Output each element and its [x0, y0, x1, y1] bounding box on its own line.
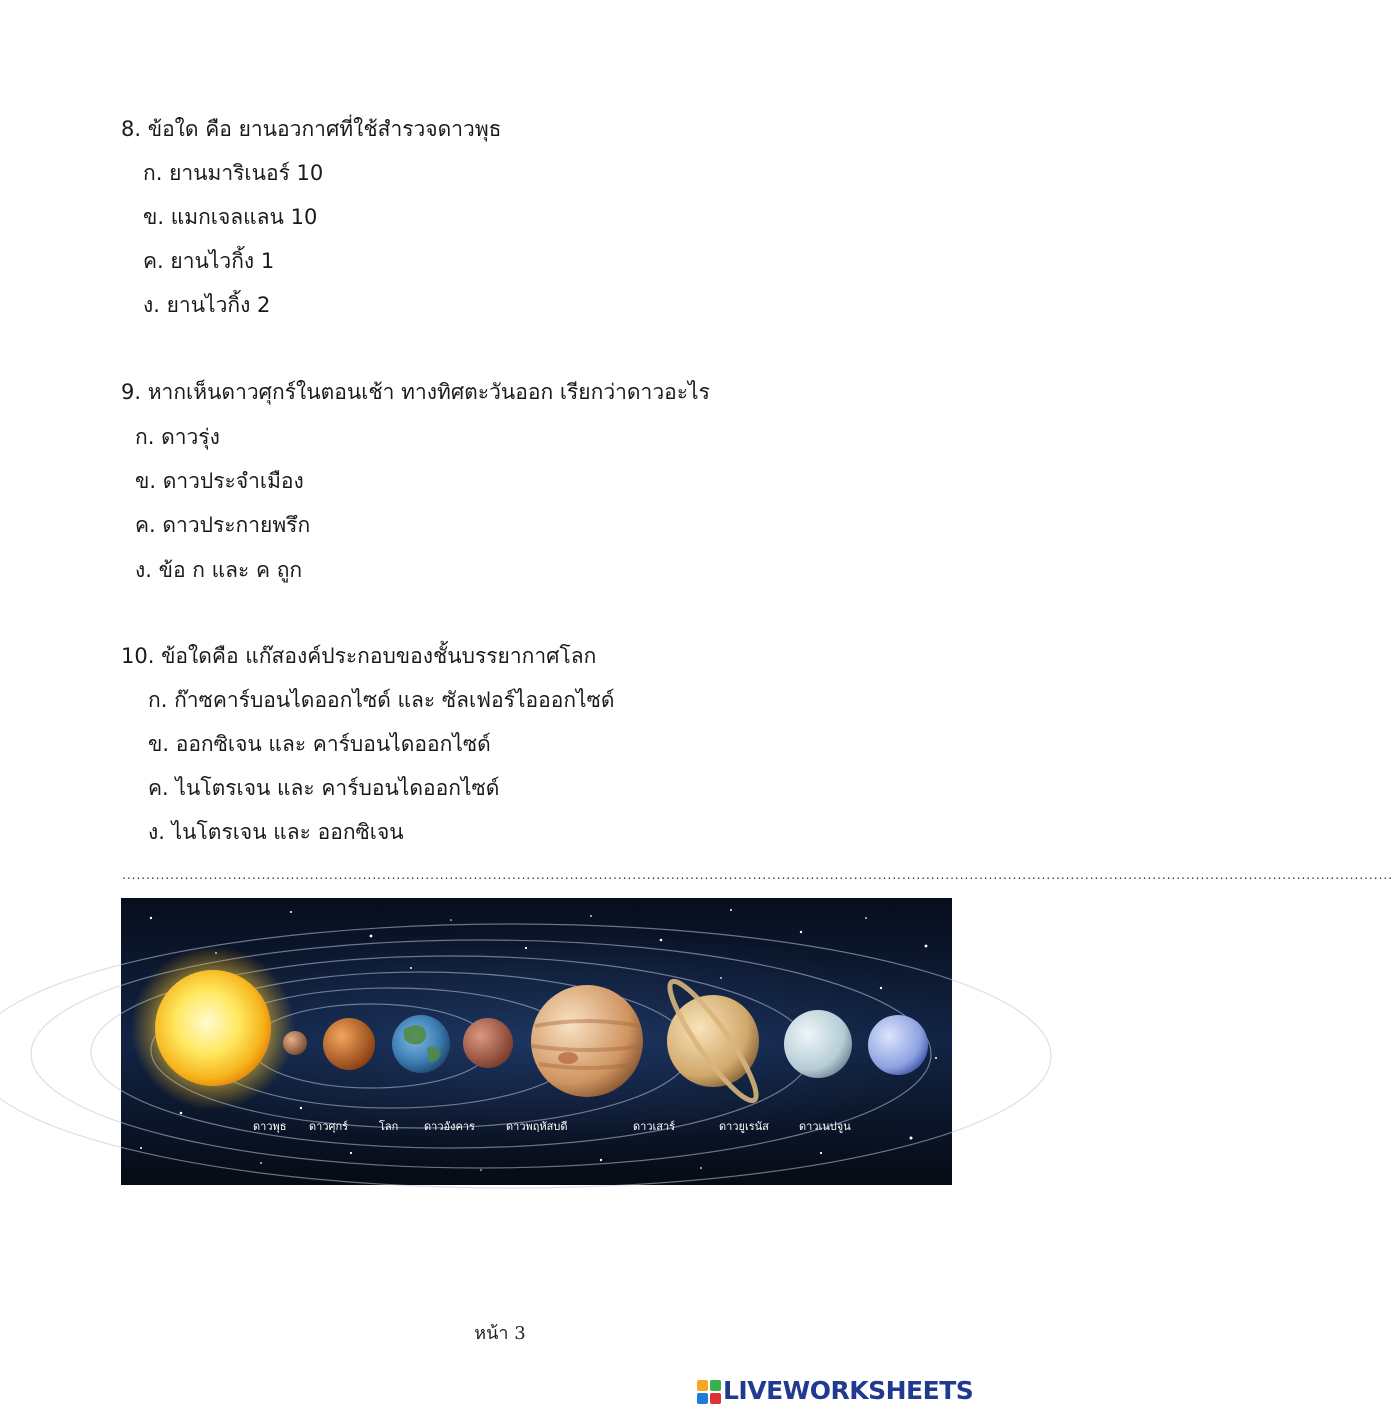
question-10-option-c: ค. ไนโตรเจน และ คาร์บอนไดออกไซด์	[148, 776, 500, 800]
label-mercury: ดาวพุธ	[253, 1120, 287, 1133]
label-saturn: ดาวเสาร์	[633, 1120, 676, 1133]
question-8-option-d: ง. ยานไวกิ้ง 2	[143, 293, 271, 317]
question-8-stem: 8. ข้อใด คือ ยานอวกาศที่ใช้สำรวจดาวพุธ	[121, 117, 502, 141]
label-mars: ดาวอังคาร	[424, 1120, 475, 1133]
liveworksheets-logo	[697, 1378, 993, 1408]
question-10-option-d: ง. ไนโตรเจน และ ออกซิเจน	[148, 820, 404, 844]
page-number: หน้า 3	[474, 1323, 526, 1344]
label-neptune: ดาวเนปจูน	[799, 1120, 851, 1133]
question-8-option-b: ข. แมกเจลแลน 10	[143, 205, 318, 229]
question-8-option-a: ก. ยานมาริเนอร์ 10	[143, 161, 324, 185]
question-9-option-c: ค. ดาวประกายพรึก	[135, 513, 311, 537]
solar-system-image	[121, 898, 952, 1185]
question-9-option-a: ก. ดาวรุ่ง	[135, 425, 220, 449]
question-10-option-b: ข. ออกซิเจน และ คาร์บอนไดออกไซด์	[148, 732, 491, 756]
label-venus: ดาวศุกร์	[309, 1120, 349, 1133]
question-9-option-b: ข. ดาวประจำเมือง	[135, 469, 304, 493]
logo-text: LIVEWORKSHEETS	[723, 1376, 974, 1405]
question-9-stem: 9. หากเห็นดาวศุกร์ในตอนเช้า ทางทิศตะวันออก เรียกว่าดาวอะไร	[121, 380, 710, 404]
question-10-stem: 10. ข้อใดคือ แก๊สองค์ประกอบของชั้นบรรยากาศโลก	[121, 644, 597, 668]
logo-grid-icon	[697, 1380, 721, 1404]
question-9-option-d: ง. ข้อ ก และ ค ถูก	[135, 558, 303, 582]
label-earth: โลก	[379, 1120, 399, 1133]
question-8-option-c: ค. ยานไวกิ้ง 1	[143, 249, 275, 273]
dotted-separator: ........................................................................................................................................................................................................................................................................	[122, 868, 1393, 882]
label-jupiter: ดาวพฤหัสบดี	[506, 1120, 568, 1133]
question-10-option-a: ก. ก๊าซคาร์บอนไดออกไซด์ และ ซัลเฟอร์ไอออกไซด์	[148, 688, 615, 712]
label-uranus: ดาวยูเรนัส	[719, 1120, 769, 1133]
